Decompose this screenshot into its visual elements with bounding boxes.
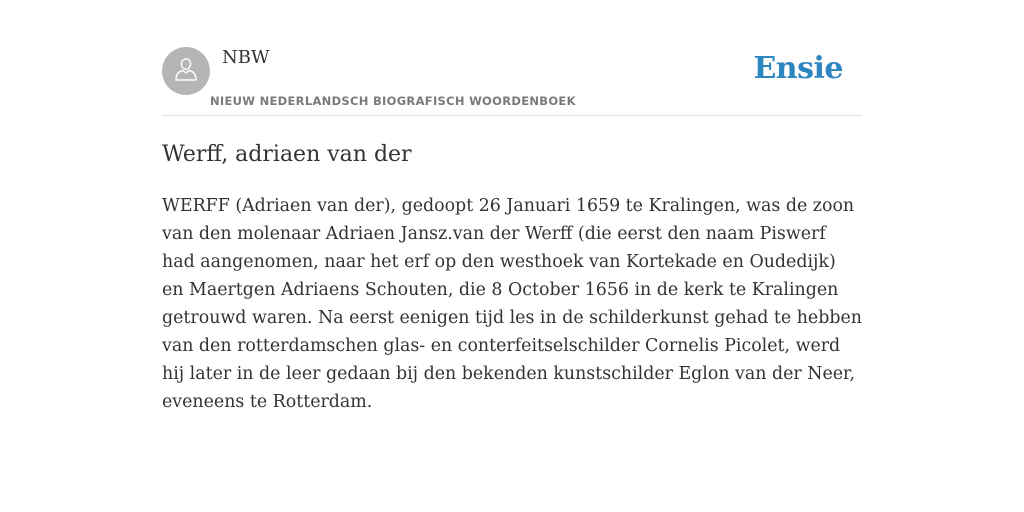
user-silhouette-icon <box>172 55 200 88</box>
brand-logo[interactable]: Ensie <box>753 51 843 86</box>
source-header <box>162 0 862 116</box>
entry-card <box>162 0 862 512</box>
source-name[interactable]: NBW <box>222 47 270 68</box>
entry-body: WERFF (Adriaen van der), gedoopt 26 Januari 1659 te Kralingen, was de zoon van den molenaar Adriaen Jansz.van der Werff (die eerst den naam Piswerf had aangenomen, naar het erf op den westhoek van Kortekade en Oudedijk) en Maertgen Adriaens Schouten, die 8 October 1656 in de kerk te Kralingen getrouwd waren. Na eerst eenigen tijd les in de schilderkunst gehad te hebben van den rotterdamschen glas- en conterfeitselschilder Cornelis Picolet, werd hij later in de leer gedaan bij den bekenden kunstschilder Eglon van der Neer, eveneens te Rotterdam. <box>162 196 862 412</box>
source-avatar[interactable] <box>162 47 210 95</box>
entry-title: Werff, adriaen van der <box>162 142 412 167</box>
source-subtitle: NIEUW NEDERLANDSCH BIOGRAFISCH WOORDENBOEK <box>210 94 576 108</box>
